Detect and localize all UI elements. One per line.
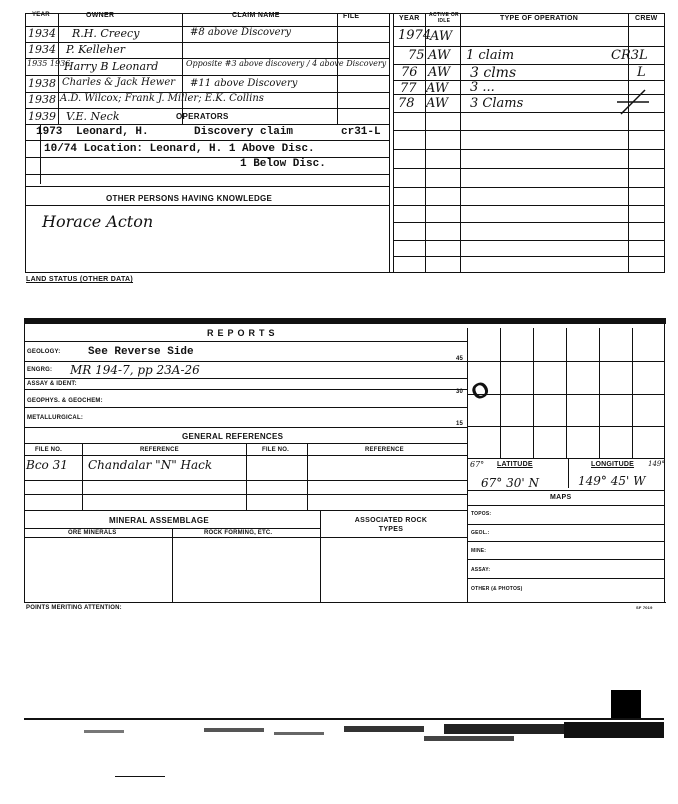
- reports-title: REPORTS: [207, 328, 279, 338]
- lat-degree: 67°: [470, 460, 485, 469]
- geophys-label: GEOPHYS. & GEOCHEM:: [27, 398, 103, 404]
- typed-file: cr31-L: [341, 126, 381, 138]
- lon-note: 149°: [648, 460, 665, 468]
- assoc-rock-label: ASSOCIATED ROCK TYPES: [354, 517, 428, 533]
- maps-mine-label: MINE:: [471, 548, 487, 554]
- rock-forming-label: ROCK FORMING, ETC.: [204, 530, 273, 536]
- owner-row-2-year: 1934: [28, 43, 56, 56]
- owner-row-4-owner: Charles & Jack Hewer: [62, 77, 176, 88]
- operators-label: OPERATORS: [176, 112, 229, 121]
- mineral-title: MINERAL ASSEMBLAGE: [109, 516, 210, 525]
- owner-row-3-owner: Harry B Leonard: [64, 60, 159, 73]
- typed-name: Leonard, H.: [76, 126, 149, 138]
- activity-row-5-status: AW: [426, 96, 449, 111]
- owner-row-6-year: 1939: [28, 110, 56, 123]
- assay-label: ASSAY & IDENT:: [27, 381, 77, 387]
- typed-location: 10/74 Location: Leonard, H. 1 Above Disc.: [44, 143, 315, 155]
- maps-assay-label: ASSAY:: [471, 567, 491, 573]
- gr-file-value: Bco 31: [26, 458, 68, 472]
- gr-header-ref-1: REFERENCE: [140, 447, 179, 453]
- owner-row-1-owner: R.H. Creecy: [72, 27, 140, 40]
- owner-row-6-owner: V.E. Neck: [66, 110, 120, 123]
- owner-row-2-owner: P. Kelleher: [66, 43, 125, 56]
- typed-claim: Discovery claim: [194, 126, 294, 138]
- owner-row-5-owner: A.D. Wilcox; Frank J. Miller; E.K. Collins: [60, 93, 264, 104]
- grid-mark: O: [466, 375, 494, 406]
- scan-noise-band: [24, 722, 666, 752]
- gr-header-file-1: FILE NO.: [35, 447, 62, 453]
- activity-header-year: YEAR: [399, 15, 420, 22]
- bottom-rule: [24, 718, 664, 720]
- maps-topos-label: TOPOS:: [471, 511, 492, 517]
- form-number: SF 7019: [636, 605, 653, 610]
- activity-row-3-crew: L: [637, 65, 646, 80]
- gr-header-file-2: FILE NO.: [262, 447, 289, 453]
- typed-location-2: 1 Below Disc.: [240, 158, 326, 170]
- owner-row-3-year: 1935 1936: [27, 59, 71, 68]
- activity-row-2-year: 75: [408, 48, 425, 63]
- activity-header-active: ACTIVE OR IDLE: [429, 12, 459, 24]
- header-file: FILE: [343, 13, 360, 20]
- longitude-value: 149° 45' W: [578, 474, 646, 488]
- ore-minerals-label: ORE MINERALS: [68, 530, 117, 536]
- engrg-value: MR 194-7, pp 23A-26: [70, 363, 200, 377]
- owner-row-4-year: 1938: [28, 77, 56, 90]
- owner-row-1-claim: #8 above Discovery: [190, 27, 292, 38]
- activity-row-1-status: AW: [430, 29, 453, 44]
- grid-number-45: 45: [456, 356, 464, 362]
- general-refs-title: GENERAL REFERENCES: [182, 432, 284, 441]
- latitude-value: 67° 30' N: [481, 476, 539, 490]
- metallurgical-label: METALLURGICAL:: [27, 415, 84, 421]
- gr-header-ref-2: REFERENCE: [365, 447, 404, 453]
- gr-reference-value: Chandalar "N" Hack: [88, 458, 213, 472]
- owner-row-4-claim: #11 above Discovery: [190, 78, 298, 89]
- grid-number-30: 30: [456, 389, 464, 395]
- maps-geol-label: GEOL.:: [471, 530, 490, 536]
- owner-row-3-claim: Opposite #3 above discovery / 4 above Discovery: [186, 59, 387, 68]
- activity-row-5-year: 78: [398, 96, 415, 111]
- maps-other-label: OTHER (& PHOTOS): [471, 586, 523, 592]
- header-claim-name: CLAIM NAME: [232, 12, 280, 19]
- knowledge-label: OTHER PERSONS HAVING KNOWLEDGE: [106, 194, 273, 203]
- owner-row-1-year: 1934: [28, 27, 56, 40]
- activity-row-4-type: 3 ...: [470, 80, 495, 95]
- scan-black-mark: [611, 690, 641, 718]
- longitude-label: LONGITUDE: [591, 461, 635, 468]
- activity-row-1-year: 1974: [398, 28, 432, 43]
- activity-row-4-status: AW: [426, 81, 449, 96]
- owner-row-5-year: 1938: [28, 93, 56, 106]
- stray-line: [115, 776, 165, 777]
- activity-row-2-type: 1 claim: [466, 48, 515, 63]
- land-status-label: LAND STATUS (OTHER DATA): [26, 276, 134, 283]
- activity-row-3-status: AW: [428, 65, 451, 80]
- activity-row-4-year: 77: [400, 81, 417, 96]
- grid-number-15: 15: [456, 421, 464, 427]
- header-year: YEAR: [32, 12, 50, 18]
- header-owner: OWNER: [86, 12, 115, 19]
- activity-row-5-type: 3 Clams: [470, 96, 524, 111]
- geology-value: See Reverse Side: [88, 346, 194, 358]
- latitude-label: LATITUDE: [497, 461, 533, 468]
- activity-row-3-year: 76: [401, 65, 418, 80]
- activity-row-3-type: 3 clms: [470, 65, 517, 81]
- crew-slash-mark: [615, 88, 655, 118]
- activity-header-crew: CREW: [635, 15, 658, 22]
- geology-label: GEOLOGY:: [27, 349, 61, 355]
- activity-row-2-crew: CR3L: [611, 48, 648, 63]
- activity-row-2-status: AW: [428, 48, 451, 63]
- activity-header-type: TYPE OF OPERATION: [500, 15, 579, 22]
- typed-year: 1973: [36, 126, 63, 138]
- knowledge-value: Horace Acton: [42, 212, 154, 231]
- engrg-label: ENGRG:: [27, 367, 53, 373]
- points-meriting-label: POINTS MERITING ATTENTION:: [26, 605, 122, 611]
- maps-title: MAPS: [550, 494, 572, 501]
